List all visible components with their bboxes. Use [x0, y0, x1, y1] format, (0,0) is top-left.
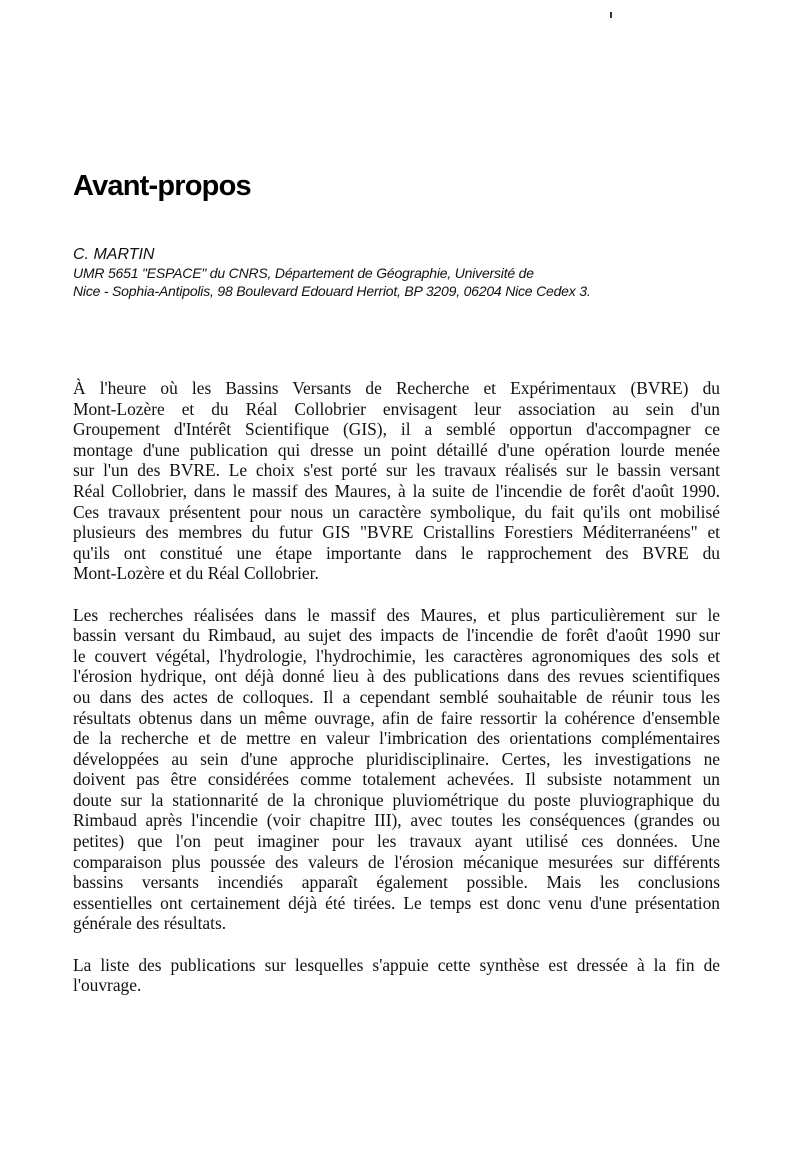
- text-line: Mont-Lozère et du Réal Collobrier.: [73, 563, 319, 584]
- text-line: bassins versants incendiés apparaît également possible. Mais les conclusions: [73, 872, 720, 893]
- text-line: comparaison plus poussée des valeurs de l'érosion mécanique mesurées sur différents: [73, 851, 720, 872]
- text-line: résultats obtenus dans un même ouvrage, afin de faire ressortir la cohérence d'ensemble: [73, 707, 720, 728]
- text-line: ou dans des actes de colloques. Il a cependant semblé souhaitable de réunir tous les: [73, 686, 720, 707]
- author-affiliation-line-1: UMR 5651 "ESPACE" du CNRS, Département de Géographie, Université de: [73, 265, 534, 281]
- text-line: Ces travaux présentent pour nous un caractère symbolique, du fait qu'ils ont mobilisé: [73, 501, 720, 522]
- body-text: [73, 378, 720, 1016]
- author-name: C. MARTIN: [73, 246, 155, 263]
- text-line: Groupement d'Intérêt Scientifique (GIS), il a semblé opportun d'accompagner ce: [73, 419, 720, 440]
- page-title: Avant-propos: [73, 170, 251, 202]
- author-block: [73, 245, 591, 300]
- text-line: Réal Collobrier, dans le massif des Maures, à la suite de l'incendie de forêt d'août 1990.: [73, 480, 720, 501]
- text-line: Les recherches réalisées dans le massif des Maures, et plus particulièrement sur le: [73, 604, 720, 625]
- paragraph-1: [73, 378, 720, 584]
- text-line: développées au sein d'une approche pluridisciplinaire. Certes, les investigations ne: [73, 748, 720, 769]
- text-line: doivent pas être considérées comme totalement achevées. Il subsiste notamment un: [73, 769, 720, 790]
- text-line: doute sur la stationnarité de la chronique pluviométrique du poste pluviographique du: [73, 789, 720, 810]
- text-line: plusieurs des membres du futur GIS "BVRE Cristallins Forestiers Méditerranéens" et: [73, 522, 720, 543]
- author-affiliation-line-2: Nice - Sophia-Antipolis, 98 Boulevard Edouard Herriot, BP 3209, 06204 Nice Cedex 3.: [73, 283, 591, 299]
- text-line: montage d'une publication qui dresse un point détaillé d'une opération lourde menée: [73, 439, 720, 460]
- text-line: de la recherche et de mettre en valeur l'imbrication des orientations complémentaires: [73, 728, 720, 749]
- text-line: le couvert végétal, l'hydrologie, l'hydrochimie, les caractères agronomiques des sols et: [73, 645, 720, 666]
- text-line: essentielles ont certainement déjà été tirées. Le temps est donc venu d'une présentation: [73, 892, 720, 913]
- text-line: l'ouvrage.: [73, 975, 142, 996]
- paragraph-2: [73, 605, 720, 935]
- text-line: qu'ils ont constitué une étape importante dans le rapprochement des BVRE du: [73, 542, 720, 563]
- text-line: générale des résultats.: [73, 913, 227, 934]
- text-line: À l'heure où les Bassins Versants de Recherche et Expérimentaux (BVRE) du: [73, 378, 720, 398]
- text-line: La liste des publications sur lesquelles s'appuie cette synthèse est dressée à la fin de: [73, 954, 720, 975]
- paragraph-3: [73, 955, 720, 996]
- text-line: sur l'un des BVRE. Le choix s'est porté sur les travaux réalisés sur le bassin versant: [73, 460, 720, 481]
- text-line: Rimbaud après l'incendie (voir chapitre III), avec toutes les conséquences (grandes ou: [73, 810, 720, 831]
- scan-speck: [610, 12, 612, 18]
- text-line: l'érosion hydrique, ont déjà donné lieu à des publications dans des revues scientifiques: [73, 666, 720, 687]
- text-line: Mont-Lozère et du Réal Collobrier envisagent leur association au sein d'un: [73, 398, 720, 419]
- text-line: bassin versant du Rimbaud, au sujet des impacts de l'incendie de forêt d'août 1990 sur: [73, 625, 720, 646]
- text-line: petites) que l'on peut imaginer pour les travaux ayant utilisé ces données. Une: [73, 831, 720, 852]
